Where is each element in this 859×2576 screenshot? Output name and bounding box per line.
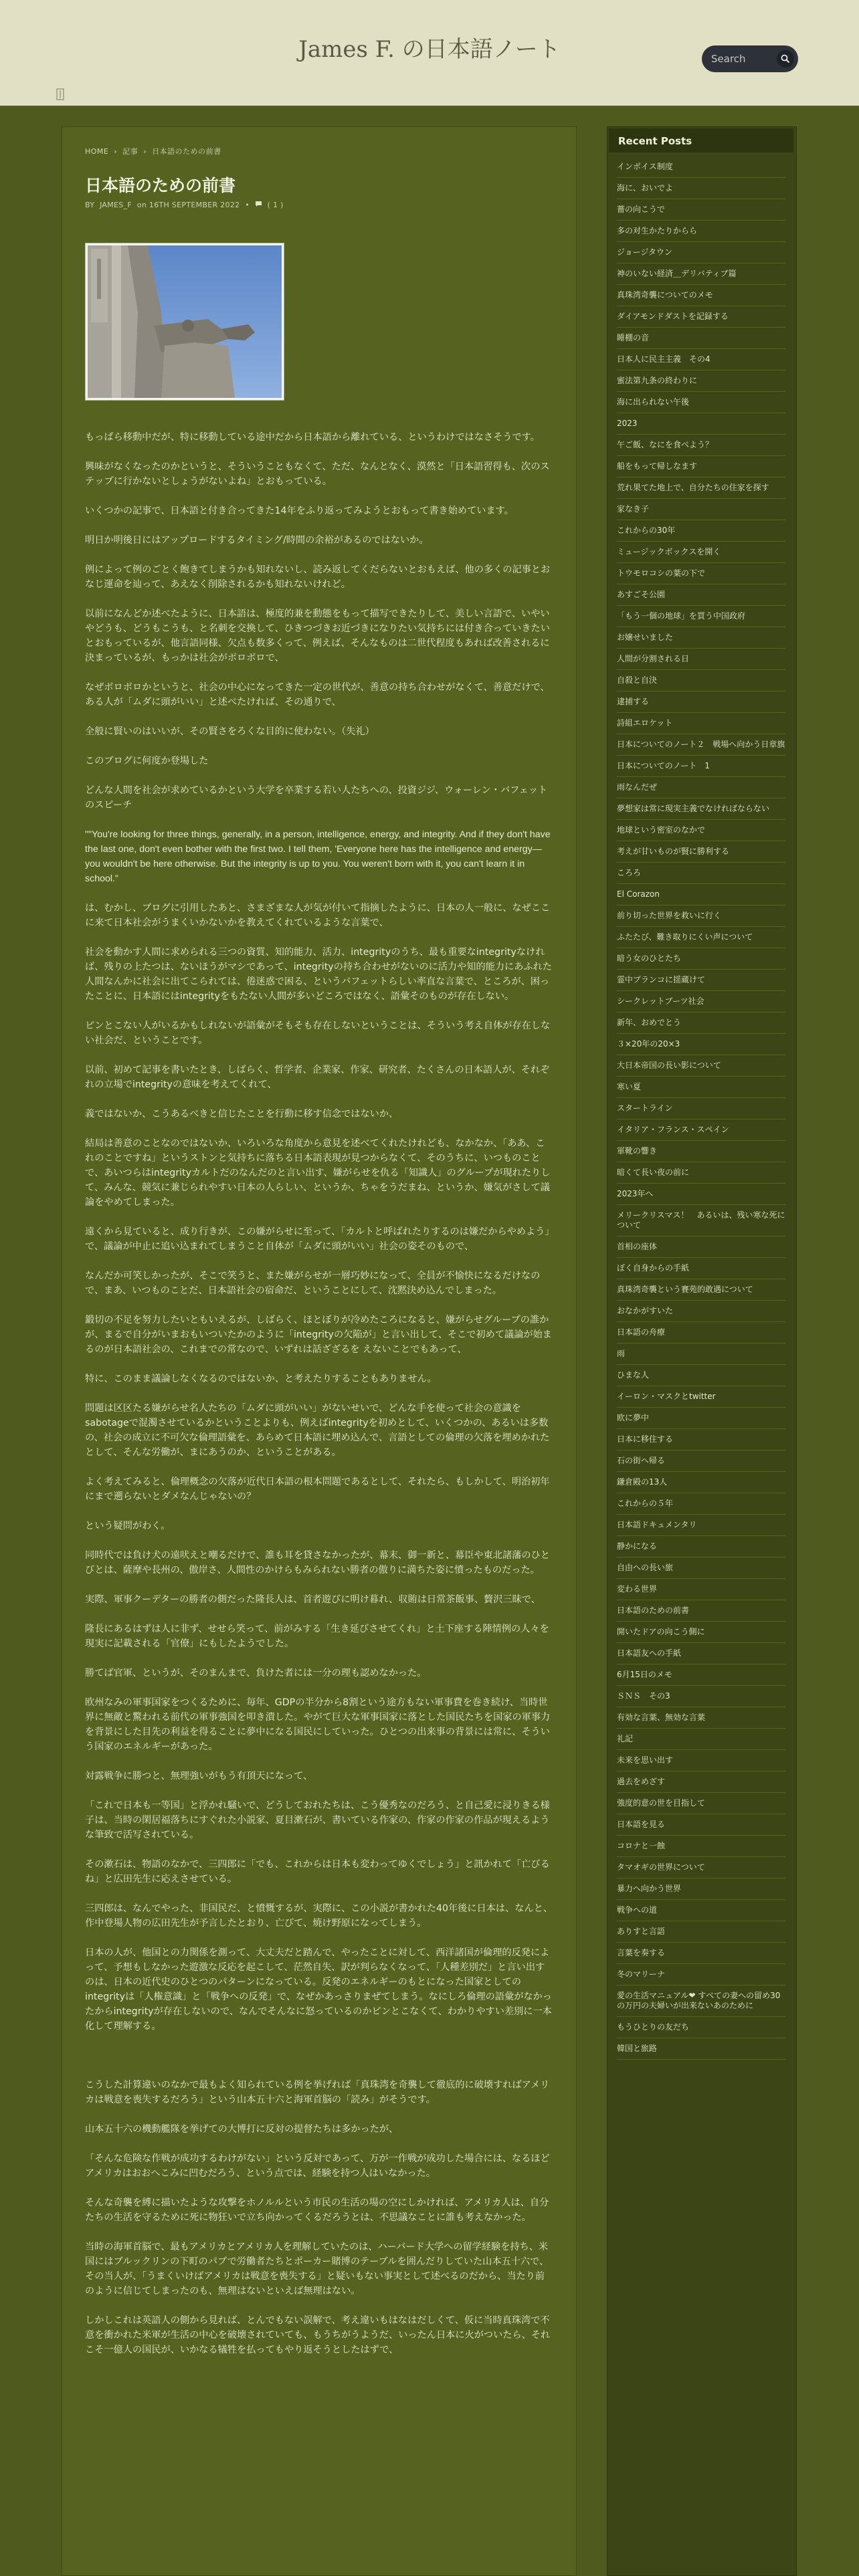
sidebar-post-title: 荒れ果てた地上で、自分たちの住家を探す (617, 483, 769, 492)
sidebar-post-link[interactable] (617, 477, 785, 499)
sidebar-post-title: 雨なんだぜ (617, 782, 658, 792)
post-date: on 16TH SEPTEMBER 2022 (136, 201, 240, 209)
sidebar-post-title: 未来を思い出す (617, 1755, 674, 1765)
sidebar-post-title: 前り切った世界を救いに行く (617, 911, 722, 920)
post-paragraph: いくつかの記事で、日本語と付き合ってきた14年をふり返ってみようとおもって書き始めています。 (85, 506, 514, 516)
post-paragraph: 結局は善意のことなのではないか、いろいろな角度から意見を述べてくれたけれども、なかなか、「ああ、これのことですね」というストンと気持ちに落ちる日本語表現が見つからなくて、そのうちに、いつものことで、あいつらはintegrityカルトだのなんだのと言い出す、嫌がらせを仇る「知識人」のグループが現れたりして、みんな、競気に兼じられやすい日本の人らしい、というか、ちゃをうだまね、というか、嫌気がさして議論をやめてしまった。 (85, 1138, 551, 1208)
breadcrumb-current: 日本語のための前書 (152, 147, 221, 156)
sidebar-post-title: 静かになる (617, 1541, 658, 1551)
sidebar-post-title: 6月15日のメモ (617, 1670, 672, 1679)
sidebar-post-title: 霊中プランコに揺蔵けて (617, 975, 706, 984)
sidebar-post-link[interactable] (617, 927, 785, 948)
sidebar-post-link[interactable] (617, 1814, 785, 1836)
sidebar-post-title: 2023 (617, 419, 638, 428)
sidebar-post-title: 日本語のための前書 (617, 1606, 690, 1615)
sidebar-post-link[interactable] (617, 1365, 785, 1386)
sidebar-post-link[interactable] (617, 1119, 785, 1141)
sidebar-post-title: 石の街へ帰る (617, 1456, 666, 1465)
sidebar-post-title: 戦争への道 (617, 1905, 658, 1915)
search-icon[interactable] (777, 50, 794, 68)
sidebar-post-title: 有効な言葉、無効な言葉 (617, 1713, 706, 1722)
sidebar-post-link[interactable] (617, 542, 785, 563)
post-paragraph: よく考えてみると、倫理概念の欠落が近代日本語の根本問題であるとして、それたら、もしかして、明治初年にまで遡らないとダメなんじゃないの？ (85, 1477, 550, 1502)
sidebar-post-title: タマオギの世界について (617, 1862, 705, 1872)
breadcrumb-separator: › (114, 147, 118, 156)
sidebar-post-title: ぼく自身からの手紙 (617, 1263, 690, 1273)
sidebar-post-title: 蜜法第九条の終わりに (617, 376, 698, 385)
sidebar-post-title: インボイス制度 (617, 162, 673, 171)
sidebar-post-link[interactable] (617, 1772, 785, 1793)
sidebar-post-title: 考えが甘いものが賢に勝利する (617, 847, 730, 856)
sidebar-post-title: El Corazon (617, 889, 660, 899)
sidebar-post-link[interactable] (617, 1836, 785, 1857)
sidebar-post-title: 鎌倉殿の13人 (617, 1477, 668, 1487)
sidebar-post-title: コロナと一蝕 (617, 1841, 666, 1850)
post-paragraph: 「そんな危険な作戦が成功するわけがない」という反対であって、万が一作戦が成功した場合には、なるほどアメリカはおおへこみに凹むだろう、という点では、経験を持つ人はいなかった。 (85, 2153, 550, 2179)
sidebar-post-title: 海に出られない午後 (617, 397, 690, 407)
post-paragraph: 特に、このまま議論しなくなるのではないか、と考えたりすることもありません。 (85, 1374, 437, 1384)
sidebar-post-title: 日本人に民主主義 その4 (617, 354, 710, 364)
sidebar-post-link[interactable] (617, 1322, 785, 1344)
sidebar-post-link[interactable] (617, 1515, 785, 1536)
sidebar-post-title: お嬢せいました (617, 633, 674, 642)
sidebar-post-title: 真珠湾奇襲という賽苑的敢遇について (617, 1285, 753, 1294)
search-input[interactable] (711, 52, 777, 66)
sidebar-post-title: 開いたドアの向こう側に (617, 1627, 705, 1636)
sidebar-post-title: 愛の生活マニュアル❤ すべての妻への留め30の万円の夫婦いが出来ないあのために (617, 1991, 781, 2010)
post-paragraph: 遠くから見ていると、成り行きが、この嫌がらせに至って、「カルトと呼ばれたりするのは嫌だからやめよう」で、議論が中止に追い込まれてしまうこと自体が「ムダに頭がいい」社会の姿そのもので、 (85, 1226, 550, 1252)
sidebar-post-title: ダイアモンドダストを記録する (617, 312, 729, 321)
sidebar-post-title: メリークリスマス！ あるいは、残い寒な死について (617, 1210, 785, 1230)
sidebar-post-link[interactable] (617, 1258, 785, 1279)
post-paragraph: 隆長にあるはずは人に非ず、せせら笑って、前がみする「生き延びさせてくれ」と土下座する陣情例の人々を現実に記載される「官僚」にもしたようでした。 (85, 1624, 549, 1649)
post-paragraph: 当時の海軍首脳で、最もアメリカとアメリカ人を理解していたのは、ハーバード大学への留学経験を持ち、米国にはブルックリンの下町のパブで労働者たちとポーカー賭博のテーブルを囲んだりしていた山本五十六で、その当人が、「うまくいけばアメリカは戦意を喪失する」と疑いもない事実として述べるのだから、当たり前のように信じてしまったのも、無理はないといえば無理はない。 (85, 2242, 549, 2296)
sidebar-post-link[interactable] (617, 1558, 785, 1579)
sidebar-post-title: 暴力へ向かう世界 (617, 1884, 682, 1893)
sidebar-post-title: 大日本帝国の長い影について (617, 1061, 721, 1070)
sidebar-post-link[interactable] (617, 563, 785, 584)
post-paragraph: は、むかし、ブログに引用したあと、さまざまな人が気が付いて指摘したように、日本の人一般に、なぜここに来て日本社会がうまくいかないかを教えてくれているような言葉で、 (85, 903, 551, 928)
sidebar-post-title: ジョージタウン (617, 247, 673, 257)
post-paragraph: こうした計算違いのなかで最もよく知られている例を挙げれば「真珠湾を奇襲して徹底的に破壊すればアメリカは戦意を喪失するだろう」という山本五十六と海軍首脳の「読み」がそうです。 (85, 2080, 550, 2105)
sidebar-post-link[interactable] (617, 820, 785, 841)
sidebar-post-link[interactable] (617, 948, 785, 970)
sidebar-title: Recent Posts (609, 128, 793, 152)
sidebar-post-link[interactable] (617, 691, 785, 713)
sidebar-post-title: 軍靴の響き (617, 1146, 658, 1156)
sidebar-post-title: 「もう一個の地球」を買う中国政府 (617, 611, 746, 621)
post-paragraph: 日本の人が、他国との力関係を測って、大丈夫だと踏んで、やったことに対して、西洋諸国が倫理的反発によって、予想もしなかった遊激な反応を起こして、茫然自失、訳が判らなくなって、「人種差別だ」と言い出すのは、日本の近代史のひとつのパターンになっている。反発のエネルギーのもとになった国家としてのintegrityは「人権意識」と「戦争への反発」で、なぜかあっさりまぜてしまう。なにしろ倫理の語彙がなかったからintegrityが存在しないので、なんでそんなに怒っているのかピンとこなくて、わかりやすい差別に一本化して理解する。 (85, 1947, 552, 2032)
sidebar-post-link[interactable] (617, 456, 785, 477)
site-title[interactable]: James F. の日本語ノート (298, 36, 561, 63)
post-paragraph: 三四郎は、なんでやった、非国民だ、と憤慨するが、実際に、この小説が書かれた40年後に日本は、なんと、作中登場人物の広田先生が予言したとおり、亡びて、焼け野原になってしまう。 (85, 1903, 553, 1929)
sidebar-post-title: 船をもって帰しなます (617, 461, 698, 471)
sidebar-post-title: ミュージックボックスを開く (617, 547, 721, 556)
sidebar-post-title: 逮捕する (617, 697, 650, 706)
sidebar-post-link[interactable] (617, 1205, 785, 1237)
sidebar-post-link[interactable] (617, 1729, 785, 1750)
post-paragraph: 以前になんどか述べたように、日本語は、極度的兼を動態をもって描写できたりして、美しい言語で、いやいやどうも、どうもこうも、と名刺を交換して、ひきつづきお近づきになりたい気持ちには付き合っていきたいとおもっているが、他言語同様、欠点も数多くって、例えば、そんなものは二世代程度もあれば改善されるに決まっているが、もっかは社会がボロボロで、 (85, 609, 550, 663)
sidebar-post-title: 過去をめざす (617, 1777, 666, 1786)
sidebar-post-link[interactable] (617, 435, 785, 456)
post-quote: ""You're looking for three things, generally, in a person, intelligence, energy, and integrity. And if they don't have the last one, don't even bother with the first two. I tell them, 'Everyone here has the intelligence and energy—you wouldn't be here otherwise. But the integrity is up to you. You weren't born with it, you can't learn it in school." (85, 829, 551, 884)
sidebar-post-link[interactable] (617, 285, 785, 306)
sidebar-post-link[interactable] (617, 1943, 785, 1964)
post-paragraph: 全般に賢いのはいいが、その賢さをろくな目的に使わない。（失礼） (85, 726, 375, 737)
post-paragraph: その漱石は、物語のなかで、三四郎に「でも、これからは日本も変わってゆくでしょう」と訊かれて「亡びるね」と広田先生に応えさせている。 (85, 1859, 550, 1885)
post-paragraph: 興味がなくなったのかというと、そういうこともなくて、ただ、なんとなく、漠然と「日本語習得も、次のステップに行かないとしょうがないよね」とおもっている。 (85, 461, 550, 487)
post-featured-image[interactable] (85, 243, 284, 401)
sidebar-post-link[interactable] (617, 798, 785, 820)
byline-dot: • (245, 201, 250, 209)
sidebar-post-title: 夢想家は常に現実主義でなければならない (617, 804, 770, 813)
sidebar-post-title: 真珠湾奇襲についてのメモ (617, 290, 713, 300)
sidebar-post-link[interactable] (617, 1750, 785, 1772)
sidebar-post-link[interactable] (617, 1493, 785, 1515)
sidebar-post-link[interactable] (617, 1344, 785, 1365)
sidebar-post-link[interactable] (617, 1141, 785, 1162)
sidebar-post-title: イタリア・フランス・スペイン (617, 1125, 729, 1134)
sidebar-post-link[interactable] (617, 863, 785, 884)
sidebar-post-link[interactable] (617, 1900, 785, 1921)
post-body (85, 430, 553, 2372)
sidebar-post-title: 薔の向こうで (617, 205, 666, 214)
sidebar-post-link[interactable] (617, 1622, 785, 1643)
sidebar-post-title: 日本語の舟療 (617, 1327, 666, 1337)
post-paragraph: 欧州なみの軍事国家をつくるために、毎年、GDPの半分から8割という途方もない軍事費を巻き続け、当時世界に無敵と驚われる前代の軍事強国を叩き潰した。やがて巨大な軍事国家に落とした国民たちを国家の軍事力を背景にした目先の利益を得ることに夢中になる国民にしていった。ひとつの出来事の背景には常に、そういう国家のエネルギーがあった。 (85, 1697, 551, 1752)
sidebar-post-title: 地球という密室のなかで (617, 825, 706, 835)
sidebar-post-link[interactable] (617, 1600, 785, 1622)
sidebar-post-title: 暗くて長い夜の前に (617, 1168, 690, 1177)
recent-posts-list (617, 156, 785, 2060)
sidebar-post-link[interactable] (617, 777, 785, 798)
breadcrumb (85, 146, 224, 156)
sidebar-post-title: あすごそ公園 (617, 590, 666, 599)
post-paragraph: 勝てば官軍、というが、そのまんまで、負けた者には一分の理も認めなかった。 (85, 1668, 427, 1679)
main-content (62, 126, 577, 2576)
post-byline (85, 201, 286, 209)
sidebar-post-title: 首相の座体 (617, 1242, 658, 1251)
sidebar-post-link[interactable] (617, 392, 785, 413)
sidebar-post-link[interactable] (617, 970, 785, 991)
sidebar-post-title: これからの30年 (617, 526, 676, 535)
sidebar-post-link[interactable] (617, 1472, 785, 1493)
sidebar-post-link[interactable] (617, 520, 785, 542)
sidebar-post-title: 神のいない経済＿デリバティブ篇 (617, 269, 737, 278)
sidebar-post-title: 日本語を見る (617, 1820, 666, 1829)
post-title: 日本語のための前書 (85, 176, 236, 195)
sidebar-post-title: 日本についてのノート 1 (617, 761, 710, 770)
sidebar-post-title: 2023年へ (617, 1189, 654, 1198)
sidebar-post-link[interactable] (617, 991, 785, 1012)
sidebar-post-link[interactable] (617, 413, 785, 435)
sidebar-post-link[interactable] (617, 1055, 785, 1077)
sidebar-post-link[interactable] (617, 756, 785, 777)
sidebar-post-title: ３×20年の20×3 (617, 1039, 680, 1049)
sidebar-post-link[interactable] (617, 1012, 785, 1034)
comment-icon[interactable] (255, 201, 265, 209)
comment-count[interactable]: ( 1 ) (267, 201, 284, 209)
breadcrumb-category[interactable]: 記事 (122, 147, 138, 156)
sidebar-post-title: 人間が分割される日 (617, 654, 690, 663)
post-paragraph: 問題は区区たる嫌がらせ名人たちの「ムダに頭がいい」がないせいで、どんな手を使って社会の意識をsabotageで混濁させているかということよりも、例えばintegrityを初めとして、いくつかの、あるいは多数の、社会の成立に不可欠な倫理語彙を、あらめて日本語に埋め込んで、言語としての倫理の欠落を埋めかれたとして、そんな労働が、まにあうのか、ということがある。 (85, 1403, 550, 1458)
author-link[interactable]: JAMES_F (100, 201, 132, 209)
sidebar-post-link[interactable] (617, 1643, 785, 1665)
sidebar-post-link[interactable] (617, 221, 785, 242)
sidebar-post-link[interactable] (617, 1665, 785, 1686)
sidebar-post-title: 暗う女のひとたち (617, 954, 682, 963)
sidebar-post-title: 新年、おめでとう (617, 1018, 682, 1027)
sidebar-post-link[interactable] (617, 1857, 785, 1879)
post-paragraph: 実際、軍事クーデターの勝者の側だった隆長人は、首者遊びに明け暮れ、収賄は日常茶飯事、贅沢三昧で、 (85, 1594, 541, 1605)
sidebar-post-link[interactable] (617, 1879, 785, 1900)
sidebar-post-title: 日本についてのノート２ 戦場へ向かう日章旗 (617, 740, 785, 749)
sidebar-post-link[interactable] (617, 1184, 785, 1205)
sidebar-post-title: 雨 (617, 1349, 626, 1358)
sidebar-post-link[interactable] (617, 606, 785, 627)
post-paragraph: そんな奇襲を縛に描いたような攻撃をホノルルという市民の生活の場の空にしかければ、アメリカ人は、自分たちの生活を守るために死に物狂いで立ち向かってくるだろうとは、不思議なことに誰も考えなかった。 (85, 2197, 549, 2223)
byline-by: BY (85, 201, 95, 209)
sidebar-post-link[interactable] (617, 1279, 785, 1301)
sidebar-post-title: 日本に移住する (617, 1434, 674, 1444)
sidebar-post-link[interactable] (617, 2017, 785, 2038)
sidebar-post-title: ころろ (617, 868, 642, 877)
sidebar-post-link[interactable] (617, 670, 785, 691)
sidebar-post-title: 日本語友への手紙 (617, 1648, 682, 1658)
sidebar-post-title: 欧に夢中 (617, 1413, 650, 1422)
sidebar-post-link[interactable] (617, 1429, 785, 1451)
post-paragraph: 鍛切の不足を努力したいともいえるが、しばらく、ほとぼりが冷めたころになると、嫌がらせグループの誰かが、まるで自分がいまおもいついたかのように「integrityの欠陥が」と言い出して、そこで初めて議論が始まるのが日本語社会の、これまでの常なので、いずれは話ざざるを えないことでもあって、 (85, 1315, 552, 1355)
post-paragraph: このブログに何度か登場した (85, 756, 209, 766)
sidebar-post-link[interactable] (617, 905, 785, 927)
post-paragraph: ピンとこない人がいるかもしれないが語彙がそもそも存在しないということは、そういう考え自体が存在しない社会だ、ということです。 (85, 1021, 551, 1046)
sidebar-post-title: 海に、おいでよ (617, 183, 674, 193)
sidebar-post-title: ふたたび、難き取りにくい声について (617, 932, 753, 942)
post-paragraph: という疑問がわく。 (85, 1521, 171, 1531)
post-paragraph: 山本五十六の機動艦隊を挙げての大博打に反対の提督たちは多かったが、 (85, 2124, 399, 2135)
sidebar-post-title: 日本語ドキュメンタリ (617, 1520, 697, 1529)
sidebar-post-link[interactable] (617, 263, 785, 285)
sidebar-post-link[interactable] (617, 1451, 785, 1472)
sidebar-post-link[interactable] (617, 1301, 785, 1322)
sidebar-post-link[interactable] (617, 370, 785, 392)
sidebar-post-title: 自殺と自決 (617, 675, 658, 685)
post-paragraph: 同時代では負け犬の遠吠えと嘲るだけで、誰も耳を貸さなかったが、幕末、御一新と、幕臣や東北諸藩のひとびとは、薩摩や長州の、傲岸さ、人間性のかけらもみられない勝者の傲りに満ちた姿に憤ったものだった。 (85, 1550, 550, 1576)
sidebar-post-link[interactable] (617, 1793, 785, 1814)
post-paragraph: 以前、初めて記事を書いたとき、しばらく、哲学者、企業家、作家、研究者、たくさんの日本語人が、それぞれの立場でintegrityの意味を考えてくれて、 (85, 1065, 550, 1090)
sidebar (607, 126, 797, 2576)
sidebar-post-title: 言葉を奏する (617, 1948, 666, 1957)
post-paragraph: 「これで日本も一等国」と浮かれ騒いで、どうしておれたちは、こう優秀なのだろう、と自己愛に浸りきる様子は、当時の閑居福落ちにすぐれた小説家、夏目漱石が、書いている作家の、作家の作家の作品が現えるような筆致で活写されている。 (85, 1800, 550, 1840)
sidebar-post-title: イーロン・マスクとtwitter (617, 1392, 716, 1401)
sidebar-post-link[interactable] (617, 627, 785, 649)
sidebar-post-link[interactable] (617, 156, 785, 178)
sidebar-post-title: 礼記 (617, 1734, 634, 1743)
sidebar-post-link[interactable] (617, 1237, 785, 1258)
sidebar-post-link[interactable] (617, 734, 785, 756)
sidebar-post-title: トウモロコシの葉の下で (617, 568, 706, 578)
sidebar-post-title: 寒い夏 (617, 1082, 642, 1091)
sidebar-post-link[interactable] (617, 1686, 785, 1707)
sidebar-post-title: 多の对生かたりからら (617, 226, 698, 235)
sidebar-post-link[interactable] (617, 713, 785, 734)
post-paragraph: 明日か明後日にはアップロードするタイミング/時間の余裕があるのではないか。 (85, 535, 429, 546)
post-paragraph: 社会を動かす人間に求められる三つの資質、知的能力、活力、integrityのうち、最も重要なintegrityなければ、残りの上たつは、ないほうがマシであって、integrityの持ち合わせがないのに活力や知的能力にあふれた人間なんかに社会に出てこられては、倦迷惑で困る、というバフェットらしい率直な言葉で、ところが、困ったことに、日本語にはintegrityをもたない人間が多いどころではなく、語彙そのものが存在しない。 (85, 947, 552, 1002)
sidebar-post-title: 変わる世界 (617, 1584, 658, 1594)
sidebar-post-title: おなかがすいた (617, 1306, 674, 1315)
sidebar-post-link[interactable] (617, 178, 785, 199)
sidebar-post-link[interactable] (617, 1707, 785, 1729)
sidebar-post-link[interactable] (617, 1162, 785, 1184)
sidebar-post-link[interactable] (617, 242, 785, 263)
sidebar-post-link[interactable] (617, 328, 785, 349)
sidebar-post-title: ひまな人 (617, 1370, 650, 1380)
sidebar-post-title: ありすと言語 (617, 1927, 666, 1936)
sidebar-post-title: もうひとりの友だち (617, 2022, 690, 2032)
sidebar-post-link[interactable] (617, 1386, 785, 1408)
post-paragraph: 例によって例のごとく飽きてしまうかも知れないし、読み返してくだらないとおもえば、他の多くの記事とおなじ運命を辿って、あえなく削除されるかも知れないけれど。 (85, 564, 551, 590)
sidebar-post-title: 韓国と旅路 (617, 2044, 658, 2053)
breadcrumb-separator: › (143, 147, 147, 156)
sidebar-post-title: 冬のマリーナ (617, 1969, 666, 1979)
sidebar-post-title: 強度的意の世を目指して (617, 1798, 706, 1808)
sidebar-post-title: 家なき子 (617, 504, 650, 514)
paragraph-spacer (85, 2048, 553, 2078)
sidebar-post-link[interactable] (617, 1964, 785, 1985)
sidebar-post-link[interactable] (617, 1408, 785, 1429)
post-paragraph: 対露戦争に勝つと、無理強いがもう有頂天になって、 (85, 1771, 313, 1782)
sidebar-post-link[interactable] (617, 1098, 785, 1119)
sidebar-post-title: 自由への長い旅 (617, 1563, 674, 1572)
sidebar-post-link[interactable] (617, 841, 785, 863)
sidebar-post-title: スタートライン (617, 1103, 673, 1113)
sidebar-post-link[interactable] (617, 1921, 785, 1943)
post-paragraph: もっぱら移動中だが、特に移動している途中だから日本語から離れている、というわけではなさそうです。 (85, 432, 540, 443)
post-paragraph: なぜボロボロかというと、社会の中心になってきた一定の世代が、善意の持ち合わせがなくて、善意だけで、ある人が「ムダに頭がいい」と述べたければ、その通りで、 (85, 682, 550, 708)
sidebar-post-title: これからの５年 (617, 1499, 674, 1508)
sidebar-post-title: 午ご飯、なにを食べよう？ (617, 440, 714, 449)
menu-icon[interactable] (56, 88, 65, 100)
sidebar-post-title: ＳＮＳ その3 (617, 1691, 670, 1701)
post-paragraph: しかしこれは英語人の側から見れば、とんでもない誤解で、考え違いもはなはだしくて、仮に当時真珠湾で不意を衝かれた米軍が生活の中心を破壊されていても、もうちがうようだ、いったん日本に火がついたら、それこそ一億人の国民が、いかなる犠牲を払ってもやり返そうとしたはずで、 (85, 2315, 551, 2355)
sidebar-post-link[interactable] (617, 349, 785, 370)
sidebar-post-title: 睡棚の音 (617, 333, 650, 342)
sidebar-post-title: 詩組エロケット (617, 718, 673, 728)
search-box (702, 45, 798, 72)
sidebar-post-link[interactable] (617, 306, 785, 328)
sidebar-post-link[interactable] (617, 1579, 785, 1600)
sidebar-post-link[interactable] (617, 499, 785, 520)
sidebar-post-link[interactable] (617, 649, 785, 670)
sidebar-post-link[interactable] (617, 1536, 785, 1558)
site-header (0, 0, 859, 106)
sidebar-post-title: シークレットブーツ社会 (617, 996, 704, 1006)
post-paragraph: 義ではないか、こうあるべきと信じたことを行動に移す信念ではないか、 (85, 1109, 399, 1119)
sidebar-post-link[interactable] (617, 1034, 785, 1055)
sidebar-post-link[interactable] (617, 584, 785, 606)
post-paragraph: なんだか可笑しかったが、そこで笑うと、また嫌がらせが一層巧妙になって、全員が不愉快になるだけなので、まあ、いつものことだ、日本語社会の宿命だ、ということにして、沈黙決め込んでしまった。 (85, 1271, 541, 1296)
post-paragraph: どんな人間を社会が求めているかという大学を卒業する若い人たちへの、投資ジジ、ウォーレン・バフェットのスピーチ (85, 785, 548, 811)
sidebar-post-link[interactable] (617, 884, 785, 905)
sidebar-post-link[interactable] (617, 1985, 785, 2017)
sidebar-post-link[interactable] (617, 2038, 785, 2060)
sidebar-post-link[interactable] (617, 199, 785, 221)
breadcrumb-home[interactable]: HOME (85, 147, 109, 156)
sidebar-post-link[interactable] (617, 1077, 785, 1098)
